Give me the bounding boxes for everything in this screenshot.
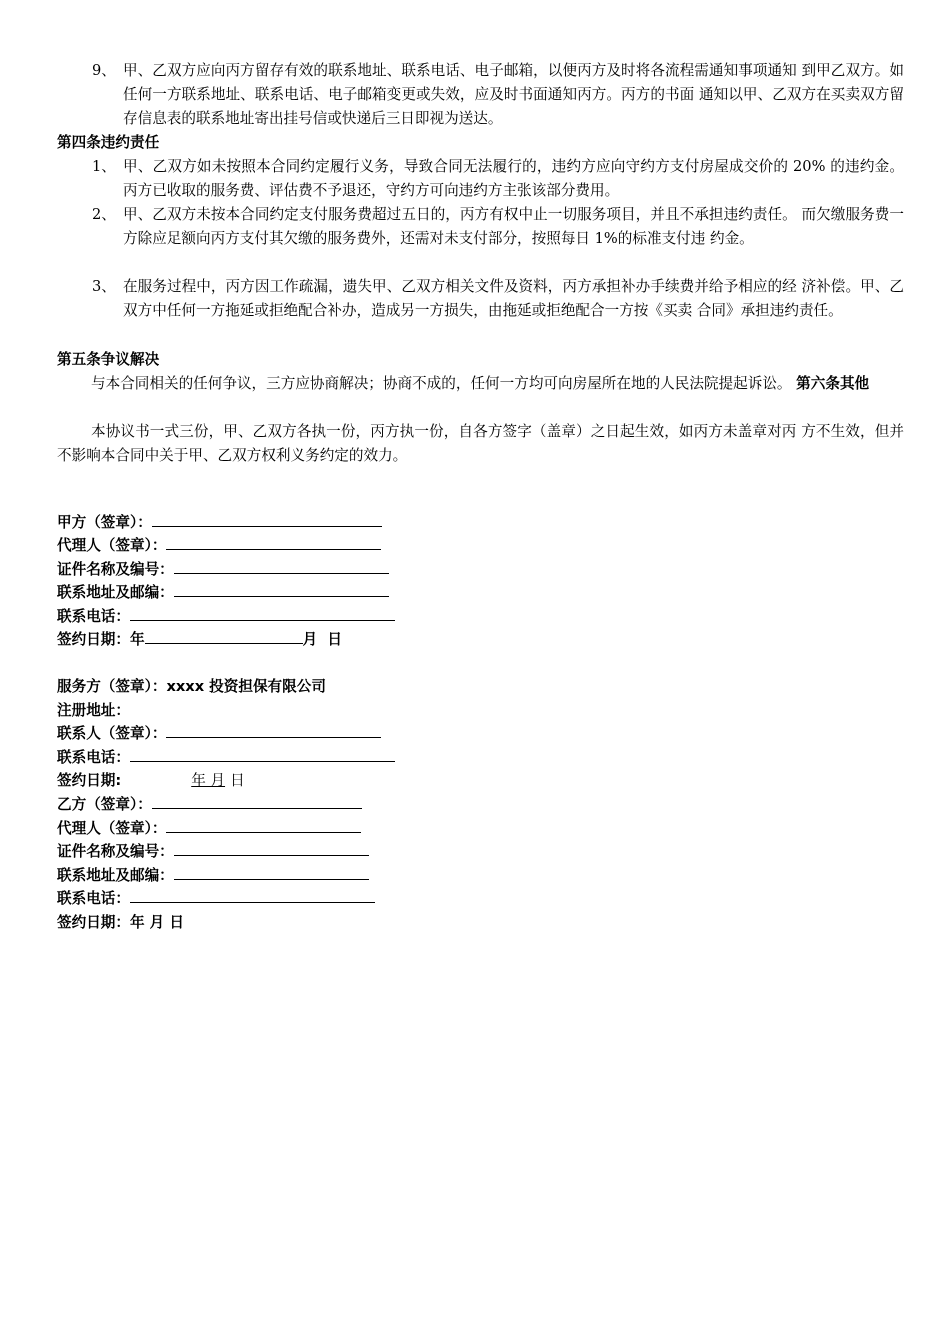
party-b-sign-row <box>57 793 362 817</box>
party-a-sign-label: 甲方（签章）： <box>57 514 152 531</box>
party-b-agent-label: 代理人（签章）： <box>57 820 167 837</box>
clause-text: 在服务过程中，丙方因工作疏漏，遗失甲、乙双方相关文件及资料，丙方承担补办手续费并给予相应的经 济补偿。甲、乙双方中任何一方拖延或拒绝配合补办，造成另一方损失，由拖延或拒绝配合一方按《买卖 合同》承担违约责任。 <box>123 278 904 319</box>
party-a-sign-row <box>57 511 382 535</box>
clause-number: 1、 <box>92 158 116 175</box>
service-reg-address-label: 注册地址： <box>57 702 130 719</box>
party-a-agent-label: 代理人（签章）： <box>57 537 167 554</box>
service-reg-address-row <box>57 699 130 723</box>
clause-number: 3、 <box>92 278 116 295</box>
party-b-phone-row <box>57 887 375 911</box>
service-contact-label: 联系人（签章）： <box>57 725 167 742</box>
article-4-heading: 第四条违约责任 <box>57 134 160 151</box>
party-b-date-row <box>57 911 184 935</box>
party-b-date: 签约日期：年 月 日 <box>57 914 184 931</box>
party-a-address-row <box>57 581 389 605</box>
service-contact-row <box>57 722 381 746</box>
party-b-sign-blank[interactable] <box>152 794 362 809</box>
party-b-id-blank[interactable] <box>174 841 369 856</box>
article-4-item-2 <box>92 203 904 251</box>
party-a-phone-row <box>57 605 395 629</box>
article-6-text: 本协议书一式三份，甲、乙双方各执一份，丙方执一份，自各方签字（盖章）之日起生效，如丙方未盖章对丙 方不生效，但并不影响本合同中关于甲、乙双方权利义务约定的效力。 <box>57 423 904 464</box>
party-a-id-label: 证件名称及编号： <box>57 561 174 578</box>
party-a-year: 年 <box>129 631 145 648</box>
article-6-heading: 第六条其他 <box>796 375 870 392</box>
party-b-address-label: 联系地址及邮编： <box>57 867 174 884</box>
party-a-day: 日 <box>327 631 342 648</box>
article-5-body: 与本合同相关的任何争议，三方应协商解决；协商不成的，任何一方均可向房屋所在地的人民法院提起诉讼。 <box>91 375 792 392</box>
party-a-sign-blank[interactable] <box>152 512 382 527</box>
clause-text: 甲、乙双方如未按照本合同约定履行义务，导致合同无法履行的，违约方应向守约方支付房屋成交价的 20% 的违约金。丙方已收取的服务费、评估费不予退还，守约方可向违约方主张该部分费用。 <box>123 158 904 199</box>
party-b-address-blank[interactable] <box>174 865 369 880</box>
service-date-row <box>57 769 245 793</box>
service-company: xxxx 投资担保有限公司 <box>166 678 326 695</box>
party-a-agent-blank[interactable] <box>166 535 381 550</box>
clause-number: 9、 <box>92 62 116 79</box>
party-a-id-blank[interactable] <box>174 559 389 574</box>
article-5-heading: 第五条争议解决 <box>57 351 160 368</box>
party-b-agent-row <box>57 817 361 841</box>
service-phone-label: 联系电话： <box>57 749 130 766</box>
clause-text: 甲、乙双方未按本合同约定支付服务费超过五日的，丙方有权中止一切服务项目，并且不承担违约责任。 而欠缴服务费一方除应足额向丙方支付其欠缴的服务费外，还需对未支付部分，按照每日 1%的标准支付违 约金。 <box>123 206 904 247</box>
clause-text: 甲、乙双方应向丙方留存有效的联系地址、联系电话、电子邮箱，以便丙方及时将各流程需通知事项通知 到甲乙双方。如任何一方联系地址、联系电话、电子邮箱变更或失效，应及时书面通知丙方。丙方的书面 通知以甲、乙双方在买卖双方留存信息表的联系地址寄出挂号信或快递后三日即视为送达。 <box>123 62 904 127</box>
service-sign-row <box>57 675 326 699</box>
article-4-item-1 <box>92 155 904 203</box>
party-b-phone-blank[interactable] <box>130 888 375 903</box>
party-b-sign-label: 乙方（签章）： <box>57 796 152 813</box>
service-day: 日 <box>230 772 245 789</box>
article-5-text <box>57 372 904 396</box>
party-b-id-row <box>57 840 369 864</box>
party-a-date-label: 签约日期： <box>57 631 130 648</box>
clause-number: 2、 <box>92 206 116 223</box>
party-b-phone-label: 联系电话： <box>57 890 130 907</box>
party-a-month: 月 <box>302 631 318 648</box>
party-a-date-blank[interactable] <box>145 629 303 644</box>
party-a-id-row <box>57 558 389 582</box>
service-year-month: 年 月 <box>191 772 226 789</box>
party-b-id-label: 证件名称及编号： <box>57 843 174 860</box>
article-4-item-3 <box>92 275 904 323</box>
party-a-address-label: 联系地址及邮编： <box>57 584 174 601</box>
service-date-label: 签约日期: <box>57 772 122 789</box>
party-b-agent-blank[interactable] <box>166 818 361 833</box>
service-phone-blank[interactable] <box>130 747 395 762</box>
party-a-agent-row <box>57 534 381 558</box>
clause-item-9 <box>92 59 904 131</box>
service-sign-label: 服务方（签章）： <box>57 678 167 695</box>
party-a-date-row <box>57 628 342 652</box>
party-b-address-row <box>57 864 369 888</box>
party-a-address-blank[interactable] <box>174 582 389 597</box>
party-a-phone-blank[interactable] <box>130 606 395 621</box>
service-phone-row <box>57 746 395 770</box>
party-a-phone-label: 联系电话： <box>57 608 130 625</box>
service-contact-blank[interactable] <box>166 723 381 738</box>
